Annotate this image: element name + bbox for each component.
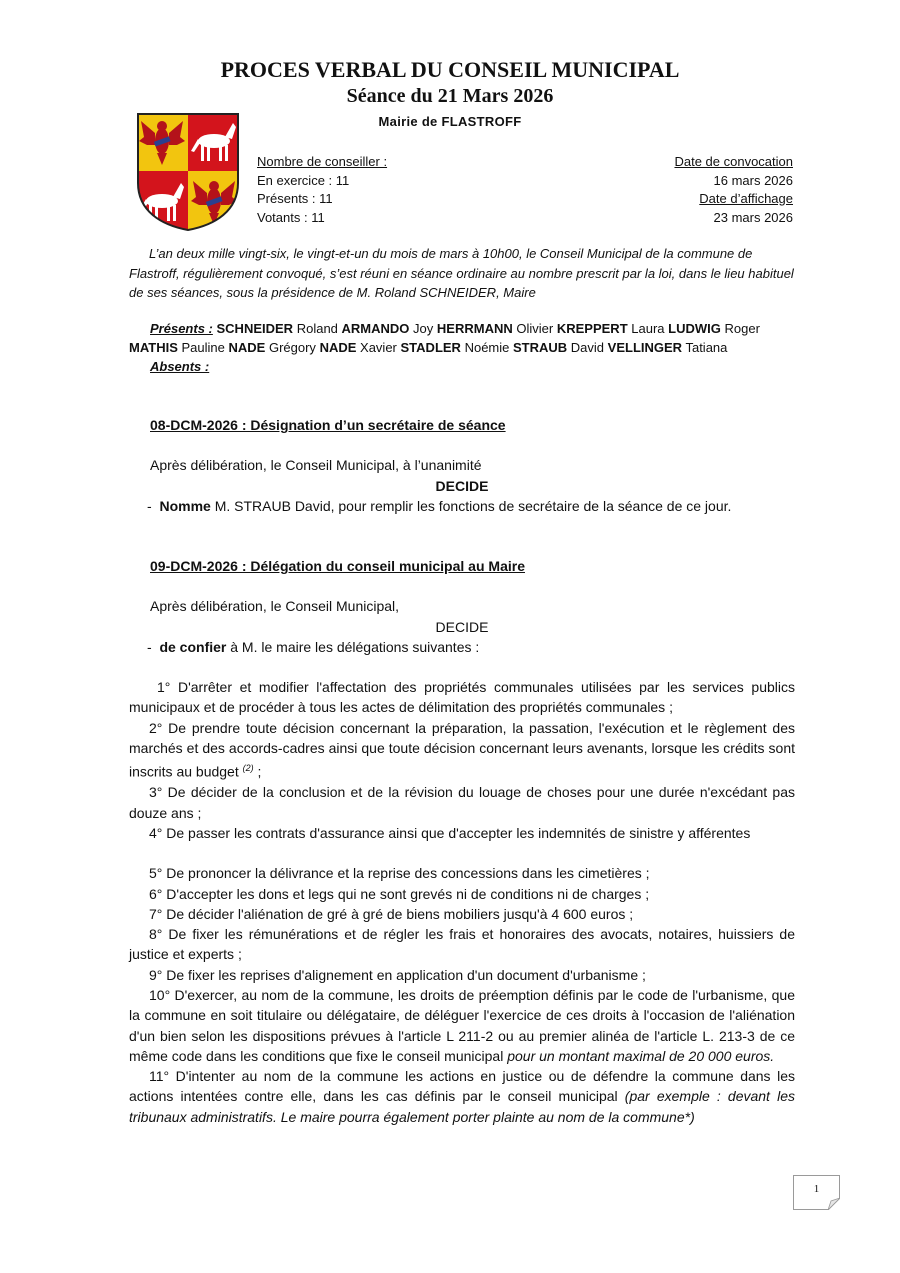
- section-secretary: [129, 415, 795, 516]
- member-last-name: MATHIS: [129, 340, 178, 355]
- delegation-11-text: 11° D'intenter au nom de la commune les actions en justice ou de défendre la commune dans les actions intentées contre elle, dans les cas définis par le conseil municipal: [129, 1068, 795, 1105]
- member-list: [129, 321, 760, 355]
- member-first-name: Grégory: [268, 340, 316, 355]
- attendance-block: [129, 319, 809, 376]
- delegation-8: 8° De fixer les rémunérations et de régler les frais et honoraires des avocats, notaires, huissiers de justice et experts ;: [129, 926, 795, 963]
- delegation-10: [129, 985, 795, 1066]
- section2-item-text: à M. le maire les délégations suivantes :: [230, 638, 480, 655]
- member-first-name: Tatiana: [685, 340, 728, 355]
- delegation-1: 1° D'arrêter et modifier l'affectation des propriétés communales utilisées par les services publics municipaux et de procéder à tous les actes de délimitation des propriétés communales ;: [129, 679, 795, 716]
- section1-item-text: M. STRAUB David, pour remplir les fonctions de secrétaire de la séance de ce jour.: [214, 497, 732, 514]
- member-first-name: Roland: [296, 321, 338, 336]
- town-hall-name: Mairie de FLASTROFF: [378, 114, 522, 129]
- count-votants: Votants : 11: [257, 209, 325, 225]
- member-first-name: Olivier: [516, 321, 554, 336]
- delegation-2: [129, 718, 795, 783]
- coat-of-arms-icon: [135, 111, 241, 232]
- count-en-exercice: En exercice : 11: [257, 172, 350, 188]
- list-dash: -: [147, 497, 152, 514]
- member-last-name: ARMANDO: [341, 321, 410, 336]
- delegation-2-text: 2° De prendre toute décision concernant la préparation, la passation, l'exécution et le règlement des marchés et des accords-cadres ainsi que toute décision concernant leurs avenants, lorsque les crédits sont inscrits au budget: [129, 719, 795, 781]
- delegation-11: [129, 1066, 795, 1127]
- delegation-5: 5° De prononcer la délivrance et la reprise des concessions dans les cimetières ;: [149, 865, 650, 882]
- section2-title: 09-DCM-2026 : Délégation du conseil municipal au Maire: [150, 558, 525, 574]
- section1-item: [129, 496, 795, 516]
- intro-text: L’an deux mille vingt-six, le vingt-et-un du mois de mars à 10h00, le Conseil Municipal de la commune de Flastroff, régulièrement convoqué, s’est réuni en séance ordinaire au nombre prescrit par la loi, dans le lieu habituel de ses séances, sous la présidence de M. Roland SCHNEIDER, Maire: [129, 246, 794, 300]
- affichage-date: 23 mars 2026: [713, 209, 793, 225]
- counts-heading: Nombre de conseiller :: [257, 154, 388, 169]
- member-last-name: VELLINGER: [607, 340, 683, 355]
- member-last-name: STADLER: [400, 340, 461, 355]
- meeting-dates: [674, 153, 793, 227]
- session-date-title: Séance du 21 Mars 2026: [346, 85, 554, 107]
- member-last-name: HERRMANN: [436, 321, 513, 336]
- member-first-name: Joy: [413, 321, 434, 336]
- section2-decide: DECIDE: [435, 618, 489, 635]
- delegation-10-text: 10° D'exercer, au nom de la commune, les droits de préemption définis par le code de l'urbanisme, que la commune en soit titulaire ou délégataire, de déléguer l'exercice de ces droits à l'occasion de l'aliénation d'un bien selon les dispositions prévues à l'article L 211-2 ou au premier alinéa de l'article L. 213-3 de ce même code dans les conditions que fixe le conseil municipal: [129, 987, 795, 1064]
- member-first-name: Laura: [631, 321, 665, 336]
- member-last-name: LUDWIG: [668, 321, 721, 336]
- count-presents: Présents : 11: [257, 191, 333, 206]
- page-curl-icon: [828, 1198, 840, 1210]
- member-first-name: Pauline: [181, 340, 225, 355]
- absents-label: Absents :: [150, 359, 210, 374]
- delegation-2-end: ;: [253, 764, 262, 781]
- page-number-value: 1: [813, 1183, 820, 1195]
- section1-deliberation: Après délibération, le Conseil Municipal, à l’unanimité: [150, 457, 482, 474]
- section-delegation: [129, 556, 795, 1127]
- member-last-name: SCHNEIDER: [216, 321, 294, 336]
- section1-decide: DECIDE: [435, 477, 489, 494]
- intro-paragraph: [129, 244, 795, 303]
- delegation-10-limit: pour un montant maximal de 20 000 euros.: [507, 1047, 775, 1064]
- delegation-3: 3° De décider de la conclusion et de la révision du louage de choses pour une durée n'excédant pas douze ans ;: [129, 784, 795, 821]
- member-first-name: Xavier: [360, 340, 397, 355]
- delegation-11-example: (par exemple : devant les tribunaux administratifs. Le maire pourra également porter plainte au nom de la commune*): [129, 1088, 795, 1125]
- member-last-name: NADE: [228, 340, 266, 355]
- document-title: PROCES VERBAL DU CONSEIL MUNICIPAL: [220, 57, 680, 82]
- list-dash: -: [147, 638, 152, 655]
- member-last-name: NADE: [319, 340, 357, 355]
- member-first-name: Roger: [724, 321, 760, 336]
- section1-item-verb: Nomme: [159, 497, 211, 514]
- presents-label: Présents :: [150, 321, 213, 336]
- affichage-label: Date d’affichage: [699, 191, 793, 206]
- member-first-name: David: [570, 340, 605, 355]
- delegation-7: 7° De décider l'aliénation de gré à gré de biens mobiliers jusqu'à 4 600 euros ;: [149, 905, 634, 922]
- section1-title: 08-DCM-2026 : Désignation d’un secrétaire de séance: [150, 417, 506, 433]
- section2-deliberation: Après délibération, le Conseil Municipal,: [150, 598, 400, 615]
- member-last-name: STRAUB: [513, 340, 568, 355]
- footnote-ref: (2): [242, 763, 254, 774]
- section2-item-verb: de confier: [159, 638, 227, 655]
- delegation-6: 6° D'accepter les dons et legs qui ne sont grevés ni de conditions ni de charges ;: [149, 885, 650, 902]
- delegation-9: 9° De fixer les reprises d'alignement en application d'un document d'urbanisme ;: [149, 966, 646, 983]
- page-number: [793, 1175, 840, 1210]
- section2-item: [129, 637, 795, 657]
- convocation-label: Date de convocation: [674, 154, 793, 169]
- convocation-date: 16 mars 2026: [713, 172, 793, 188]
- member-last-name: KREPPERT: [556, 321, 628, 336]
- delegation-4: 4° De passer les contrats d'assurance ainsi que d'accepter les indemnités de sinistre y afférentes: [149, 824, 751, 841]
- member-first-name: Noémie: [464, 340, 510, 355]
- council-counts: [257, 153, 387, 227]
